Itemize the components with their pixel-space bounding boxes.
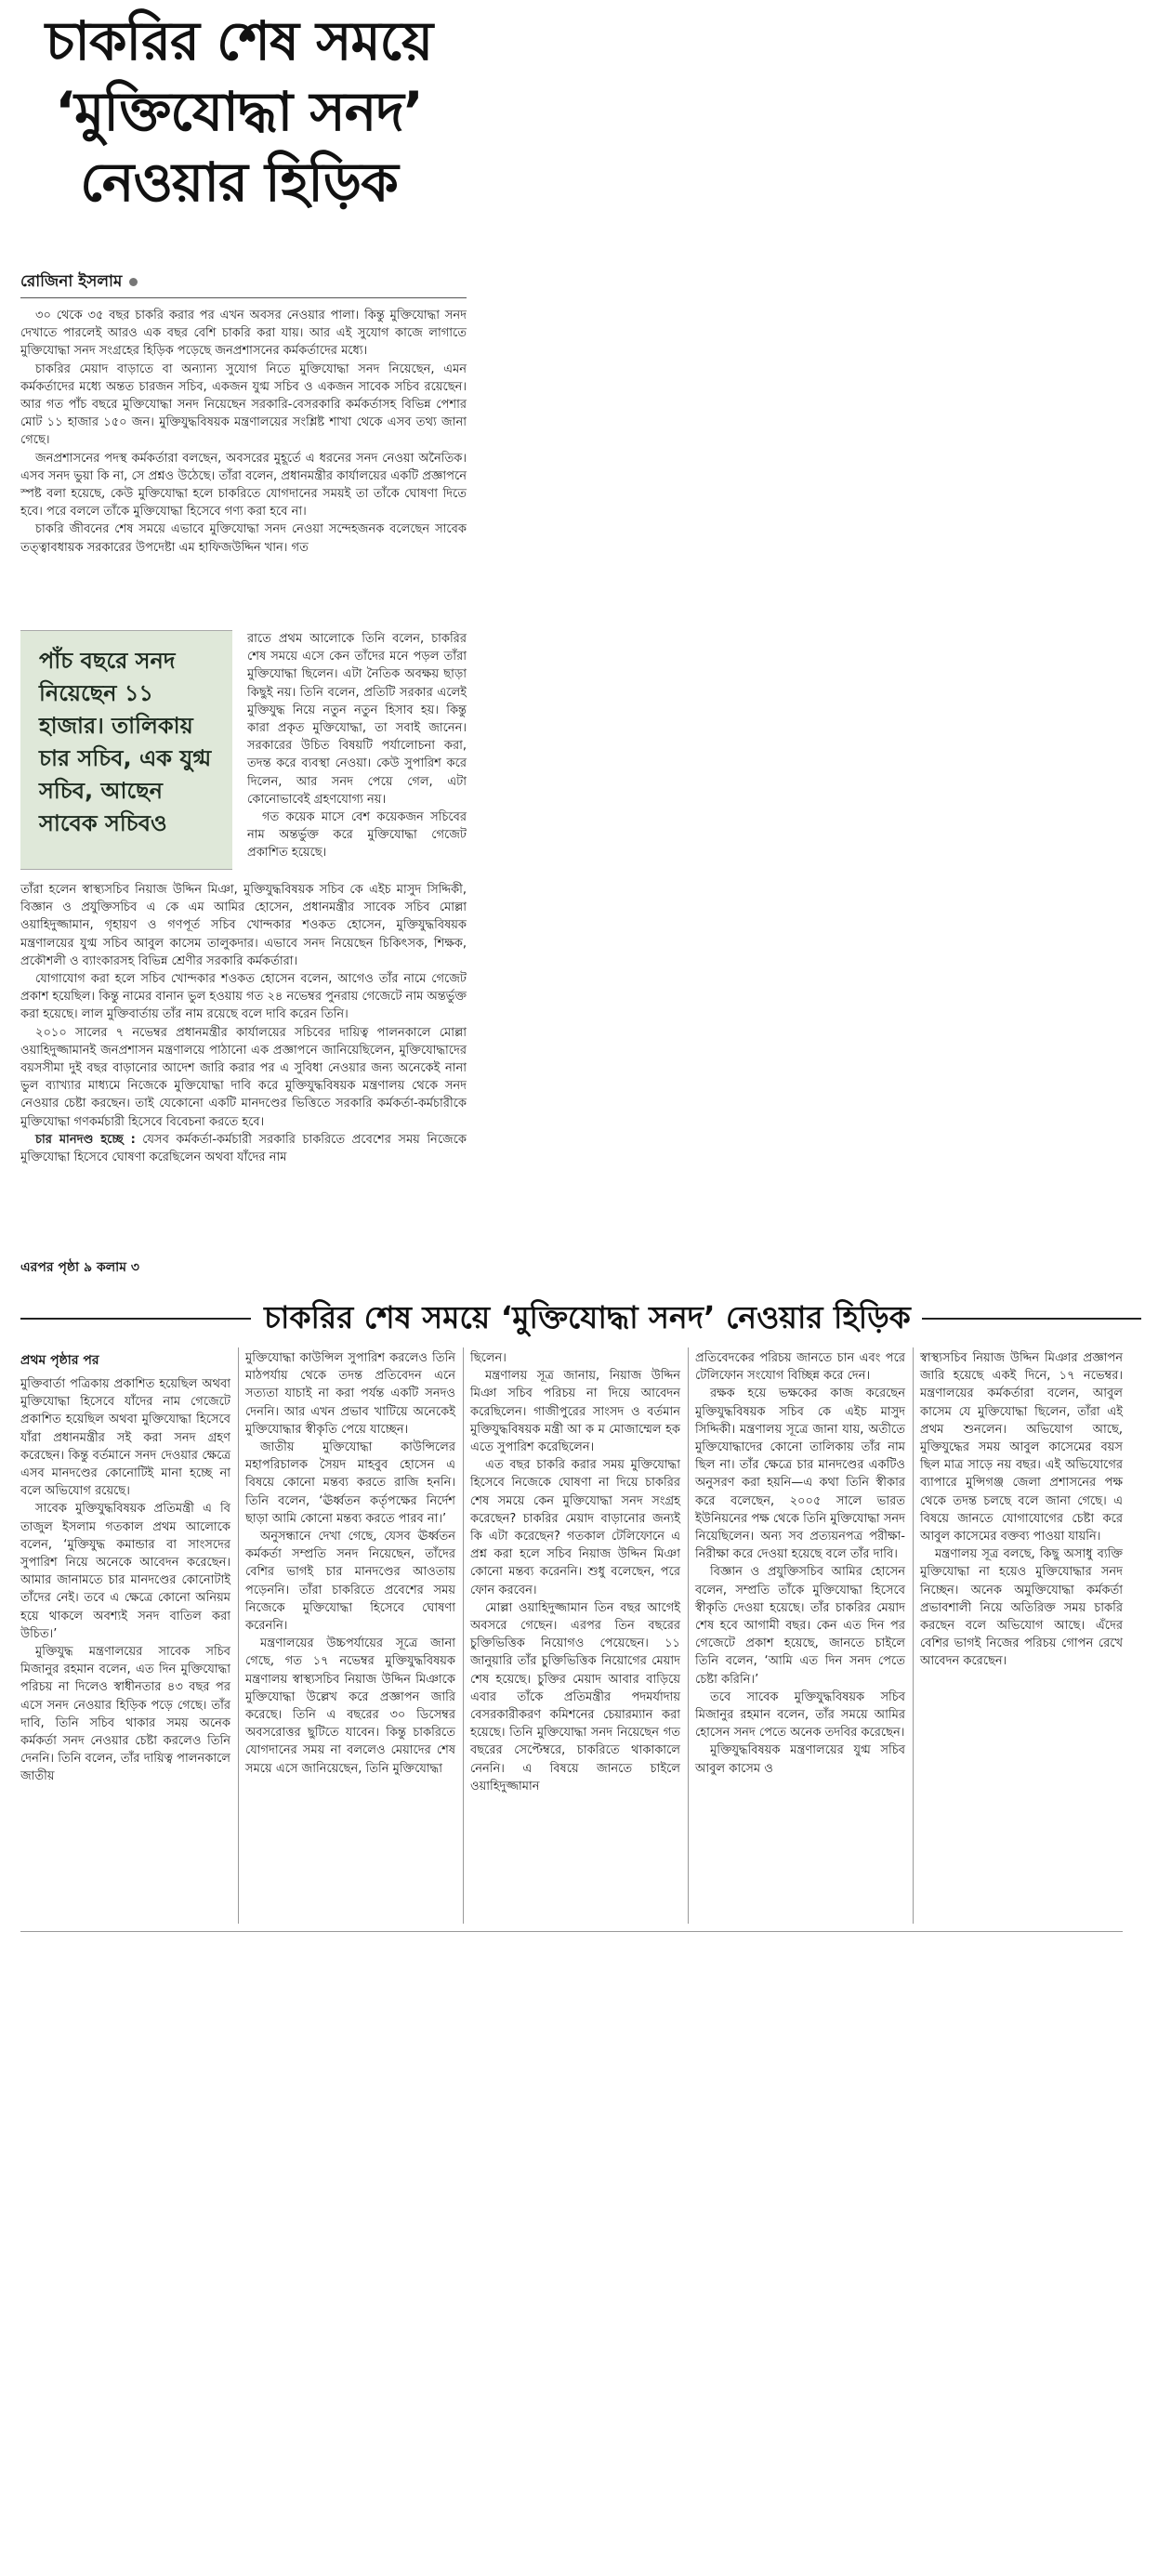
paragraph: মুক্তিযোদ্ধা কাউন্সিল সুপারিশ করলেও তিনি মাঠপর্যায় থেকে তদন্ত প্রতিবেদন এনে সত্যতা যাচাই না করা পর্যন্ত একটি সনদও দেননি। আর এখন প্রভাব খাটিয়ে অনেকেই মুক্তিযোদ্ধার স্বীকৃতি পেয়ে যাচ্ছেন।	[245, 1351, 455, 1437]
continuation-column-4	[695, 1349, 905, 1778]
byline-rule	[20, 297, 467, 298]
byline	[20, 269, 138, 296]
continuation-column-5	[920, 1349, 1123, 1671]
paragraph: স্বাস্থ্যসচিব নিয়াজ উদ্দিন মিঞার প্রজ্ঞাপন জারি হয়েছে একই দিনে, ১৭ নভেম্বর। মন্ত্রণালয়ের কর্মকর্তারা বলেন, আবুল কাসেম যে মুক্তিযোদ্ধা ছিলেন, তাঁরা এই প্রথম শুনলেন। অভিযোগ আছে, মুক্তিযুদ্ধের সময় আবুল কাসেমের বয়স ছিল মাত্র সাড়ে নয় বছর। এই অভিযোগের ব্যাপারে মুন্সিগঞ্জ জেলা প্রশাসনের পক্ষ থেকে তদন্ত চলছে বলে জানা গেছে। এ বিষয়ে জানতে যোগাযোগের চেষ্টা করে আবুল কাসেমের বক্তব্য পাওয়া যায়নি।	[920, 1351, 1123, 1544]
paragraph: মন্ত্রণালয় সূত্র বলছে, কিছু অসাধু ব্যক্তি মুক্তিযোদ্ধা না হয়েও মুক্তিযোদ্ধার সনদ নিচ্ছেন। অনেক অমুক্তিযোদ্ধা কর্মকর্তা প্রভাবশালী নিয়ে অতিরিক্ত সময় চাকরি করছেন বলে অভিযোগ আছে। এঁদের বেশির ভাগই নিজের পরিচয় গোপন রেখে আবেদন করেছেন।	[920, 1547, 1123, 1669]
paragraph: যোগাযোগ করা হলে সচিব খোন্দকার শওকত হোসেন বলেন, আগেও তাঁর নামে গেজেট প্রকাশ হয়েছিল। কিন্তু নামের বানান ভুল হওয়ায় গত ২৪ নভেম্বর পুনরায় গেজেটে নাম অন্তর্ভুক্ত করা হয়েছে। লাল মুক্তিবার্তায় তাঁর নাম রয়েছে বলে দাবি করেন তিনি।	[20, 972, 467, 1022]
article-body-side	[247, 630, 467, 862]
headline-line-1: চাকরির শেষ সময়ে	[45, 9, 433, 72]
pull-quote: পাঁচ বছরে সনদ নিয়েছেন ১১ হাজার। তালিকায় চার সচিব, এক যুগ্ম সচিব, আছেন সাবেক সচিবও	[20, 630, 232, 870]
paragraph: মন্ত্রণালয় সূত্র জানায়, নিয়াজ উদ্দিন মিঞা সচিব পরিচয় না দিয়ে আবেদন করেছিলেন। গাজীপুরের সাংসদ ও বর্তমান মুক্তিযুদ্ধবিষয়ক মন্ত্রী আ ক ম মোজাম্মেল হক এতে সুপারিশ করেছিলেন।	[470, 1369, 680, 1455]
paragraph: মুক্তিবার্তা পত্রিকায় প্রকাশিত হয়েছিল অথবা মুক্তিযোদ্ধা হিসেবে যাঁদের নাম গেজেটে প্রকাশিত হয়েছিল অথবা মুক্তিযোদ্ধা হিসেবে যাঁরা প্রধানমন্ত্রীর সই করা সনদ গ্রহণ করেছেন। কিন্তু বর্তমানে সনদ দেওয়ার ক্ষেত্রে এসব মানদণ্ডের কোনোটিই মানা হচ্ছে না বলে অভিযোগ রয়েছে।	[20, 1377, 230, 1499]
paragraph: প্রতিবেদকের পরিচয় জানতে চান এবং পরে টেলিফোন সংযোগ বিচ্ছিন্ন করে দেন।	[695, 1351, 905, 1384]
paragraph: মুক্তিযুদ্ধ মন্ত্রণালয়ের সাবেক সচিব মিজানুর রহমান বলেন, এত দিন মুক্তিযোদ্ধা পরিচয় না দিলেও স্বাধীনতার ৪৩ বছর পর এসে সনদ নেওয়ার হিড়িক পড়ে গেছে। তাঁর দাবি, তিনি সচিব থাকার সময় অনেক কর্মকর্তা সনদ নেওয়ার চেষ্টা করলেও তিনি দেননি। তিনি বলেন, তাঁর দায়িত্ব পালনকালে জাতীয়	[20, 1645, 230, 1784]
paragraph: চাকরি জীবনের শেষ সময়ে এভাবে মুক্তিযোদ্ধা সনদ নেওয়া সন্দেহজনক বলেছেন সাবেক তত্ত্বাবধায়ক সরকারের উপদেষ্টা এম হাফিজউদ্দিন খান। গত	[20, 522, 467, 555]
paragraph: মন্ত্রণালয়ের উচ্চপর্যায়ের সূত্রে জানা গেছে, গত ১৭ নভেম্বর মুক্তিযুদ্ধবিষয়ক মন্ত্রণালয় স্বাস্থ্যসচিব নিয়াজ উদ্দিন মিঞাকে মুক্তিযোদ্ধা উল্লেখ করে প্রজ্ঞাপন জারি করেছে। তিনি এ বছরের ৩০ ডিসেম্বর অবসরোত্তর ছুটিতে যাবেন। কিন্তু চাকরিতে যোগদানের সময় না বললেও মেয়াদের শেষ সময়ে এসে জানিয়েছেন, তিনি মুক্তিযোদ্ধা	[245, 1636, 455, 1776]
byline-author: রোজিনা ইসলাম	[20, 272, 123, 291]
paragraph: জনপ্রশাসনের পদস্থ কর্মকর্তারা বলছেন, অবসরের মুহূর্তে এ ধরনের সনদ নেওয়া অনৈতিক। এসব সনদ ভুয়া কি না, সে প্রশ্নও উঠেছে। তাঁরা বলেন, প্রধানমন্ত্রীর কার্যালয়ের একটি প্রজ্ঞাপনে স্পষ্ট বলা হয়েছে, কেউ মুক্তিযোদ্ধা হলে চাকরিতে যোগদানের সময়ই তা তাঁকে ঘোষণা দিতে হবে। পরে বললে তাঁকে মুক্তিযোদ্ধা হিসেবে গণ্য করা হবে না।	[20, 451, 467, 519]
continuation-column-1	[20, 1375, 230, 1786]
paragraph	[20, 1131, 467, 1166]
standards-lead: চার মানদণ্ড হচ্ছে :	[35, 1132, 136, 1147]
standards-body: যেসব কর্মকর্তা-কর্মচারী সরকারি চাকরিতে প্রবেশের সময় নিজেকে মুক্তিযোদ্ধা হিসেবে ঘোষণা করেছিলেন অথবা যাঁদের নাম	[20, 1132, 467, 1165]
paragraph: তবে সাবেক মুক্তিযুদ্ধবিষয়ক সচিব মিজানুর রহমান বলেন, তাঁর সময়ে আমির হোসেন সনদ পেতে অনেক তদবির করেছেন।	[695, 1689, 905, 1741]
bottom-rule	[20, 1931, 1123, 1932]
article-body-bottom	[20, 881, 467, 1166]
paragraph: জাতীয় মুক্তিযোদ্ধা কাউন্সিলের মহাপরিচালক সৈয়দ মাহবুব হোসেন এ বিষয়ে কোনো মন্তব্য করতে রাজি হননি। তিনি বলেন, ‘ঊর্ধ্বতন কর্তৃপক্ষের নির্দেশ ছাড়া আমি কোনো মন্তব্য করতে পারব না।’	[245, 1440, 455, 1526]
paragraph: রক্ষক হয়ে ভক্ষকের কাজ করেছেন মুক্তিযুদ্ধবিষয়ক সচিব কে এইচ মাসুদ সিদ্দিকী। মন্ত্রণালয় সূত্রে জানা যায়, অতীতে মুক্তিযোদ্ধাদের কোনো তালিকায় তাঁর নাম ছিল না। তাঁর ক্ষেত্রে চার মানদণ্ডের একটিও অনুসরণ করা হয়নি—এ কথা তিনি স্বীকার করে বলেছেন, ২০০৫ সালে ভারত ইউনিয়নের পক্ষ থেকে তিনি মুক্তিযোদ্ধা সনদ নিয়েছিলেন। অন্য সব প্রত্যয়নপত্র পরীক্ষা-নিরীক্ষা করে দেওয়া হয়েছে বলে তাঁর দাবি।	[695, 1387, 905, 1562]
continuation-label: প্রথম পৃষ্ঠার পর	[20, 1353, 99, 1368]
byline-dot-icon	[129, 278, 138, 286]
paragraph: ২০১০ সালের ৭ নভেম্বর প্রধানমন্ত্রীর কার্যালয়ের সচিবের দায়িত্ব পালনকালে মোল্লা ওয়াহিদুজ্জামানই জনপ্রশাসন মন্ত্রণালয়ে পাঠানো এক প্রজ্ঞাপনে জানিয়েছিলেন, মুক্তিযোদ্ধাদের বয়সসীমা দুই বছর বাড়ানোর আদেশ জারি করার পর এ সুবিধা নেওয়ার জন্য অনেকেই নানা ভুল ব্যাখ্যার মাধ্যমে নিজেকে মুক্তিযোদ্ধা দাবি করে মুক্তিযুদ্ধবিষয়ক মন্ত্রণালয় থেকে সনদ নেওয়ার চেষ্টা করছেন। তাই যেকোনো একটি মানদণ্ডের ভিত্তিতে সরকারি কর্মকর্তা-কর্মচারীকে মুক্তিযোদ্ধা গণকর্মচারী হিসেবে বিবেচনা করতে হবে।	[20, 1025, 467, 1129]
column-rule	[463, 1347, 464, 1924]
paragraph: রাতে প্রথম আলোকে তিনি বলেন, চাকরির শেষ সময়ে এসে কেন তাঁদের মনে পড়ল তাঁরা মুক্তিযোদ্ধা ছিলেন। এটা নৈতিক অবক্ষয় ছাড়া কিছুই নয়। তিনি বলেন, প্রতিটি সরকার এলেই মুক্তিযুদ্ধ নিয়ে নতুন নতুন হিসাব হয়। কিন্তু কারা প্রকৃত মুক্তিযোদ্ধা, তা সবাই জানেন। সরকারের উচিত বিষয়টি পর্যালোচনা করা, তদন্ত করে ব্যবস্থা নেওয়া। কেউ সুপারিশ করে দিলেন, আর সনদ পেয়ে গেল, এটা কোনোভাবেই গ্রহণযোগ্য নয়।	[247, 632, 467, 807]
continuation-column-2	[245, 1349, 455, 1778]
jump-line: এরপর পৃষ্ঠা ৯ কলাম ৩	[20, 1260, 139, 1275]
article-body-top	[20, 307, 467, 557]
paragraph: ছিলেন।	[470, 1351, 507, 1365]
headline-line-2: ‘মুক্তিযোদ্ধা সনদ’	[55, 80, 423, 143]
paragraph: মুক্তিযুদ্ধবিষয়ক মন্ত্রণালয়ের যুগ্ম সচিব আবুল কাসেম ও	[695, 1743, 905, 1776]
paragraph: মোল্লা ওয়াহিদুজ্জামান তিন বছর আগেই অবসরে গেছেন। এরপর তিন বছরের চুক্তিভিত্তিক নিয়োগও পেয়েছেন। ১১ জানুয়ারি তাঁর চুক্তিভিত্তিক নিয়োগের মেয়াদ শেষ হয়েছে। চুক্তির মেয়াদ আবার বাড়িয়ে এবার তাঁকে প্রতিমন্ত্রীর পদমর্যাদায় বেসরকারীকরণ কমিশনের চেয়ারম্যান করা হয়েছে। তিনি মুক্তিযোদ্ধা সনদ নিয়েছেন গত বছরের সেপ্টেম্বরে, চাকরিতে থাকাকালে নেননি। এ বিষয়ে জানতে চাইলে ওয়াহিদুজ্জামান	[470, 1600, 680, 1794]
headline-divider-right	[922, 1318, 1141, 1320]
paragraph: এত বছর চাকরি করার সময় মুক্তিযোদ্ধা হিসেবে নিজেকে ঘোষণা না দিয়ে চাকরির শেষ সময়ে কেন মুক্তিযোদ্ধা সনদ সংগ্রহ করেছেন? চাকরির মেয়াদ বাড়ানোর জন্যই কি এটা করেছেন? গতকাল টেলিফোনে এ প্রশ্ন করা হলে সচিব নিয়াজ উদ্দিন মিঞা কোনো মন্তব্য করেননি। শুধু বলেছেন, পরে ফোন করবেন।	[470, 1458, 680, 1597]
paragraph: ৩০ থেকে ৩৫ বছর চাকরি করার পর এখন অবসর নেওয়ার পালা। কিন্তু মুক্তিযোদ্ধা সনদ দেখাতে পারলেই আরও এক বছর বেশি চাকরি করা যায়। আর এই সুযোগ কাজে লাগাতে মুক্তিযোদ্ধা সনদ সংগ্রহের হিড়িক পড়েছে জনপ্রশাসনের কর্মকর্তাদের মধ্যে।	[20, 309, 467, 359]
paragraph: চাকরির মেয়াদ বাড়াতে বা অন্যান্য সুযোগ নিতে মুক্তিযোদ্ধা সনদ নিয়েছেন, এমন কর্মকর্তাদের মধ্যে অন্তত চারজন সচিব, একজন যুগ্ম সচিব ও একজন সাবেক সচিব রয়েছেন। আর গত পাঁচ বছরে মুক্তিযোদ্ধা সনদ নিয়েছেন সরকারি-বেসরকারি কর্মকর্তাসহ বিভিন্ন পেশার মোট ১১ হাজার ১৫০ জন। মুক্তিযুদ্ধবিষয়ক মন্ত্রণালয়ের সংশ্লিষ্ট শাখা থেকে এসব তথ্য জানা গেছে।	[20, 361, 467, 448]
continuation-headline: চাকরির শেষ সময়ে ‘মুক্তিযোদ্ধা সনদ’ নেওয়ার হিড়িক	[264, 1299, 911, 1335]
paragraph: গত কয়েক মাসে বেশ কয়েকজন সচিবের নাম অন্তর্ভুক্ত করে মুক্তিযোদ্ধা গেজেট প্রকাশিত হয়েছে।	[247, 810, 467, 861]
paragraph: সাবেক মুক্তিযুদ্ধবিষয়ক প্রতিমন্ত্রী এ বি তাজুল ইসলাম গতকাল প্রথম আলোকে বলেন, ‘মুক্তিযুদ্ধ কমান্ডার বা সাংসদের সুপারিশ নিয়ে অনেকে আবেদন করেছেন। আমার জানামতে চার মানদণ্ডের কোনোটাই তাঁদের নেই। তবে এ ক্ষেত্রে কোনো অনিয়ম হয়ে থাকলে অবশ্যই সনদ বাতিল করা উচিত।’	[20, 1502, 230, 1641]
column-rule	[913, 1347, 914, 1924]
paragraph: তাঁরা হলেন স্বাস্থ্যসচিব নিয়াজ উদ্দিন মিঞা, মুক্তিযুদ্ধবিষয়ক সচিব কে এইচ মাসুদ সিদ্দিকী, বিজ্ঞান ও প্রযুক্তিসচিব এ কে এম আমির হোসেন, প্রধানমন্ত্রীর সাবেক সচিব মোল্লা ওয়াহিদুজ্জামান, গৃহায়ণ ও গণপূর্ত সচিব খোন্দকার শওকত হোসেন, মুক্তিযুদ্ধবিষয়ক মন্ত্রণালয়ের যুগ্ম সচিব আবুল কাসেম তালুকদার। এভাবে সনদ নিয়েছেন চিকিৎসক, শিক্ষক, প্রকৌশলী ও ব্যাংকারসহ বিভিন্ন শ্রেণীর সরকারি কর্মকর্তারা।	[20, 883, 467, 968]
column-rule	[688, 1347, 689, 1924]
article-headline	[13, 6, 465, 217]
paragraph: অনুসন্ধানে দেখা গেছে, যেসব ঊর্ধ্বতন কর্মকর্তা সম্প্রতি সনদ নিয়েছেন, তাঁদের বেশির ভাগই চার মানদণ্ডের আওতায় পড়েননি। তাঁরা চাকরিতে প্রবেশের সময় নিজেকে মুক্তিযোদ্ধা হিসেবে ঘোষণা করেননি।	[245, 1530, 455, 1634]
headline-line-3: নেওয়ার হিড়িক	[80, 151, 398, 214]
column-rule	[238, 1347, 239, 1924]
pull-quote-border	[20, 630, 232, 870]
continuation-column-3	[470, 1349, 680, 1795]
headline-divider-left	[20, 1318, 251, 1320]
paragraph: বিজ্ঞান ও প্রযুক্তিসচিব আমির হোসেন বলেন, সম্প্রতি তাঁকে মুক্তিযোদ্ধা হিসেবে স্বীকৃতি দেওয়া হয়েছে। তাঁর চাকরির মেয়াদ শেষ হবে আগামী বছর। কেন এত দিন পর গেজেটে প্রকাশ হয়েছে, জানতে চাইলে তিনি বলেন, ‘আমি এত দিন সনদ পেতে চেষ্টা করিনি।’	[695, 1565, 905, 1687]
